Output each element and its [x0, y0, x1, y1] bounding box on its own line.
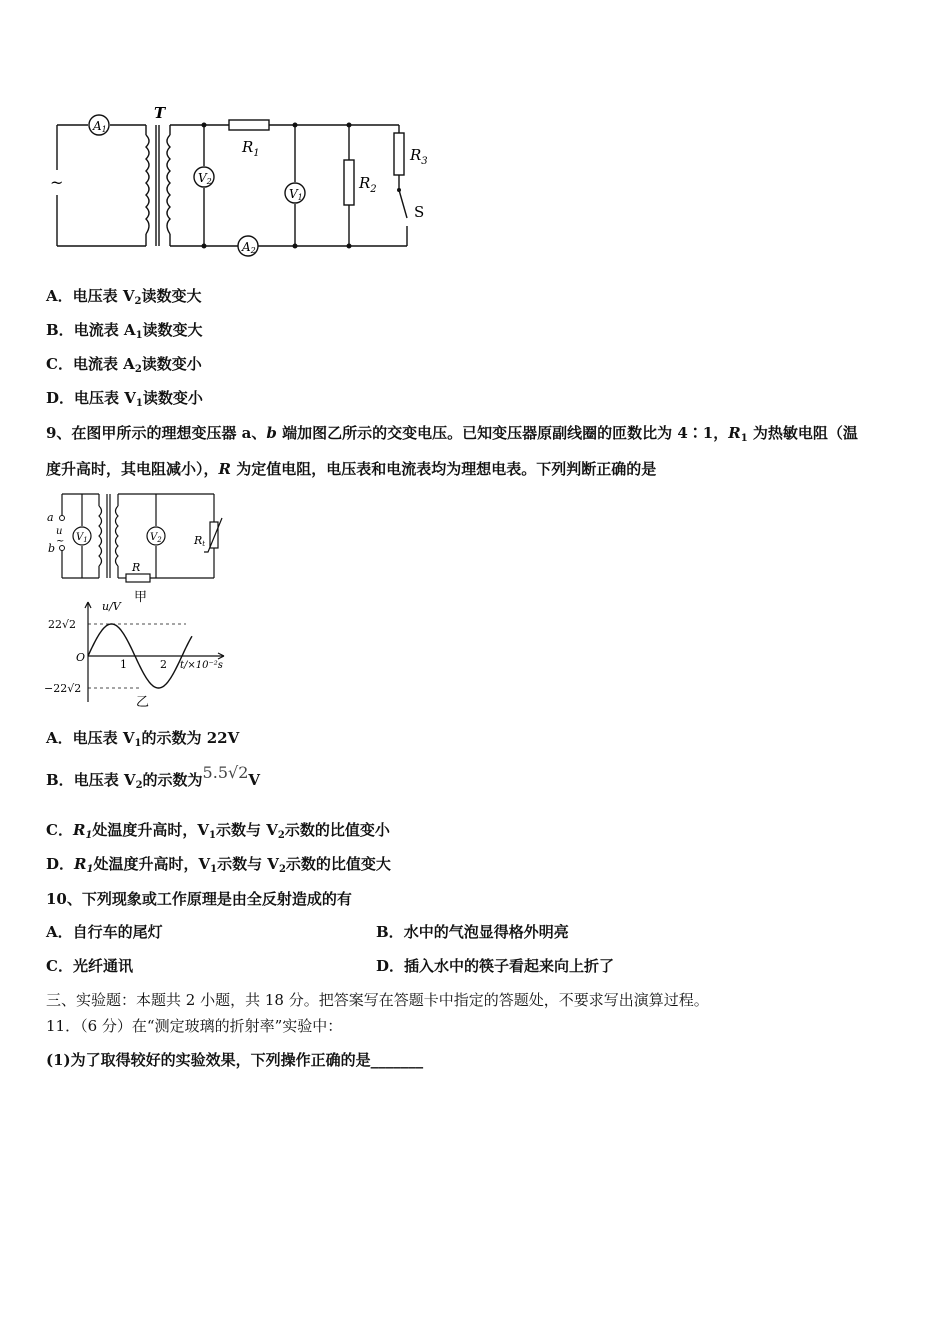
- subscript: 1: [135, 330, 143, 341]
- subscript: 2: [134, 296, 142, 307]
- voltage-u-label: u: [56, 526, 63, 537]
- option-letter: D．: [376, 957, 405, 975]
- option-text: 的示数为 22V: [141, 729, 240, 747]
- stem-text: 9、在图甲所示的理想变压器 a、: [46, 424, 267, 442]
- option-letter: C．: [46, 821, 73, 839]
- q8-option-c[interactable]: [46, 354, 202, 380]
- x-axis-label: t/×10⁻²s: [180, 660, 223, 671]
- option-text: V: [248, 771, 261, 789]
- switch-s-label: S: [414, 203, 425, 221]
- math-expression: 5.5√2: [202, 763, 249, 782]
- option-letter: C．: [46, 355, 73, 373]
- stem-text: 为定值电阻，电压表和电流表均为理想电表。下列判断正确的是: [230, 460, 657, 478]
- option-text: 的示数为: [142, 771, 203, 789]
- ammeter-a1-label: A1: [93, 119, 107, 134]
- y-min-tick: −22√2: [44, 682, 82, 695]
- option-text: 电压表 V: [73, 771, 136, 789]
- circuit-diagram-jia: [44, 488, 224, 608]
- section3-heading: 三、实验题：本题共 2 小题，共 18 分。把答案写在答题卡中指定的答题处，不要求写出演算过程。: [46, 991, 709, 1009]
- q10-option-a[interactable]: [46, 922, 163, 942]
- option-text: 示数的比值变小: [284, 821, 390, 839]
- option-text: 读数变大: [141, 287, 202, 305]
- option-text: 电压表 V: [72, 729, 135, 747]
- q10-option-c[interactable]: [46, 956, 133, 976]
- option-letter: B．: [46, 771, 74, 789]
- option-letter: A．: [46, 287, 73, 305]
- q8-option-a[interactable]: [46, 286, 202, 312]
- origin-label: O: [76, 651, 86, 664]
- subscript: 1: [740, 433, 748, 444]
- option-letter: B．: [46, 321, 74, 339]
- var-r: R: [728, 424, 741, 442]
- q11-subquestion-1: (1)为了取得较好的实验效果，下列操作正确的是_______: [46, 1051, 424, 1069]
- subscript: 1: [135, 398, 143, 409]
- resistor-r2-label: $R_2$: [359, 174, 377, 195]
- option-letter: A．: [46, 923, 73, 941]
- stem-text: 端加图乙所示的交变电压。已知变压器原副线圈的匝数比为 4∶1，: [276, 424, 729, 442]
- voltmeter-v1-label: V1: [289, 187, 303, 202]
- circuit-diagram-transformer: [46, 100, 446, 260]
- ac-source-symbol: ~: [50, 173, 64, 192]
- q8-option-b[interactable]: [46, 320, 203, 346]
- stem-text: 为热敏电阻（温: [747, 424, 858, 442]
- option-text: 处温度升高时，V: [93, 855, 211, 873]
- option-text: 示数与 V: [216, 821, 278, 839]
- subscript: 2: [277, 830, 285, 841]
- resistor-r-label: R: [132, 561, 141, 574]
- subscript: 2: [134, 364, 142, 375]
- option-text: 电流表 A: [72, 355, 135, 373]
- q9-stem-line2: [46, 459, 656, 479]
- option-text: 读数变小: [142, 389, 203, 407]
- subscript: 2: [278, 864, 286, 875]
- subscript: 2: [135, 780, 143, 791]
- q8-option-d[interactable]: [46, 388, 203, 414]
- terminal-b-label: b: [48, 542, 56, 555]
- option-text: 示数的比值变大: [285, 855, 391, 873]
- var-r: R: [74, 855, 87, 873]
- thermistor-label: Rt: [194, 534, 206, 548]
- q9-option-b[interactable]: [46, 763, 261, 796]
- option-letter: A．: [46, 729, 73, 747]
- option-letter: D．: [46, 855, 75, 873]
- x-tick-1: 1: [120, 658, 127, 671]
- option-letter: C．: [46, 957, 73, 975]
- option-text: 处温度升高时，V: [92, 821, 210, 839]
- q11-stem: 11．（6 分）在“测定玻璃的折射率”实验中：: [46, 1017, 343, 1035]
- transformer-label: T: [154, 104, 166, 122]
- option-text: 水中的气泡显得格外明亮: [403, 923, 569, 941]
- option-text: 电压表 V: [72, 287, 135, 305]
- y-axis-label: u/V: [102, 600, 121, 613]
- resistor-r3-label: $R_3$: [410, 146, 428, 167]
- option-text: 电流表 A: [73, 321, 136, 339]
- option-text: 自行车的尾灯: [72, 923, 163, 941]
- q10-stem: 10、下列现象或工作原理是由全反射造成的有: [46, 890, 352, 908]
- subscript: 1: [86, 864, 94, 875]
- x-tick-2: 2: [160, 658, 167, 671]
- option-text: 光纤通讯: [72, 957, 133, 975]
- option-text: 电压表 V: [74, 389, 136, 407]
- option-text: 读数变小: [141, 355, 202, 373]
- var-r: R: [218, 460, 231, 478]
- stem-text: 度升高时，其电阻减小），: [46, 460, 219, 478]
- option-text: 读数变大: [142, 321, 203, 339]
- voltmeter-v1-label: $V_1$: [76, 532, 88, 544]
- resistor-r1-label: $R_1$: [242, 138, 260, 159]
- voltmeter-v2-label: $V_2$: [150, 532, 162, 544]
- q9-option-d[interactable]: [46, 854, 391, 880]
- subscript: 1: [209, 830, 216, 841]
- var-b: b: [266, 424, 277, 442]
- option-letter: D．: [46, 389, 75, 407]
- ac-tilde: ~: [56, 536, 65, 547]
- voltmeter-v2-label: V2: [198, 171, 212, 186]
- q9-stem-line1: [46, 423, 858, 449]
- q10-option-b[interactable]: [376, 922, 569, 942]
- subscript: 1: [134, 738, 142, 749]
- ammeter-a2-label: A2: [242, 240, 256, 255]
- y-max-tick: 22√2: [48, 618, 77, 631]
- figure-yi-caption: 乙: [136, 695, 150, 710]
- figure-jia-caption: 甲: [134, 590, 148, 605]
- q10-option-d[interactable]: [376, 956, 614, 976]
- var-r: R: [72, 821, 86, 839]
- option-letter: B．: [376, 923, 404, 941]
- voltage-time-graph: [44, 598, 244, 710]
- subscript: 1: [85, 830, 93, 841]
- q9-option-c[interactable]: [46, 820, 390, 846]
- terminal-a-label: a: [47, 511, 54, 524]
- q9-option-a[interactable]: [46, 728, 239, 754]
- subscript: 1: [210, 864, 218, 875]
- option-text: 插入水中的筷子看起来向上折了: [404, 957, 615, 975]
- option-text: 示数与 V: [217, 855, 279, 873]
